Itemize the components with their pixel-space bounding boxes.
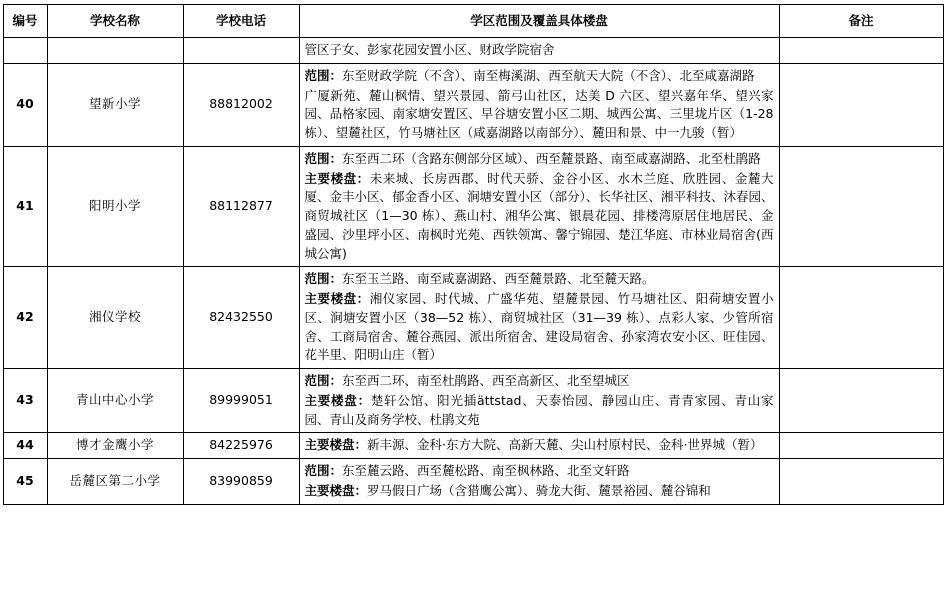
table-header-row: [3, 5, 943, 38]
zone-line-text: 楚轩公馆、阳光插ättstad、天泰怡园、静园山庄、青青家园、青山家园、青山及商务学校、杜鹃文苑: [304, 392, 774, 427]
cell-school-phone: [183, 38, 299, 64]
column-header-no: 编号: [3, 5, 47, 38]
zone-line: [305, 290, 774, 365]
cell-zone-scope: [299, 146, 779, 267]
zone-line-label: 主要楼盘：: [304, 392, 371, 408]
zone-line: [305, 372, 774, 391]
cell-zone-scope: [299, 267, 779, 369]
zone-line-text: 未来城、长房西郡、时代天骄、金谷小区、水木兰庭、欣胜园、金麓大厦、金丰小区、郁金香小区、涧塘安置小区（部分）、长华社区、湘平科技、沐春园、商贸城社区（1—30 栋）、燕山村、湘华公寓、银晨花园、排楼湾原居住地居民、金盛园、沙里坪小区、南枫时光苑、西铁领寓、馨宁锦园、楚江华庭、市林业局宿舍(西城公寓): [304, 170, 774, 261]
cell-note: [779, 459, 943, 505]
cell-zone-scope: [299, 369, 779, 433]
table-row: [3, 459, 943, 505]
cell-school-phone: 89999051: [183, 369, 299, 433]
zone-line: [305, 392, 774, 430]
cell-school-name: 望新小学: [47, 63, 183, 146]
zone-line-label: 范围：: [304, 463, 343, 478]
zone-line: [305, 150, 774, 169]
zone-line-text: 东至西二环、南至杜鹃路、西至高新区、北至望城区: [342, 373, 630, 388]
cell-no: 43: [3, 369, 47, 433]
zone-line-text: 广厦新苑、麓山枫情、望兴景园、箭弓山社区，达美 D 六区、望兴嘉年华、望兴家园、品格家园、南家塘安置区、早谷塘安置小区二期、城西公寓、三里垅片区（1-28 栋）、望麓社区，竹马塘社区（咸嘉湖路以南部分）、麓田和景、中一九骏（暂）: [304, 87, 774, 140]
cell-zone-scope: [299, 459, 779, 505]
zone-line-label: 范围：: [304, 150, 343, 166]
cell-zone-scope: [299, 38, 779, 64]
cell-school-name: [47, 38, 183, 64]
cell-note: [779, 369, 943, 433]
zone-line: [305, 436, 774, 455]
cell-note: [779, 38, 943, 64]
cell-school-phone: 82432550: [183, 267, 299, 369]
cell-school-name: 博才金鹰小学: [47, 433, 183, 459]
zone-line: [305, 170, 774, 264]
table-row: [3, 146, 943, 267]
zone-line-text: 新丰源、金科·东方大院、高新天麓、尖山村原村民、金科·世界城（暂）: [367, 437, 763, 453]
zone-line-text: 湘仪家园、时代城、广盛华苑、望麓景园、竹马塘社区、阳荷塘安置小区、涧塘安置小区（38—52 栋）、商贸城社区（31—39 栋）、点彩人家、少管所宿舍、工商局宿舍、麓谷燕园、派出所宿舍、建设局宿舍、孙家湾农安小区、旺佳园、花半里、阳明山庄（暂）: [304, 291, 774, 363]
zone-line: [305, 482, 774, 501]
cell-school-phone: 88112877: [183, 146, 299, 267]
zone-line-text: 罗马假日广场（含猎鹰公寓）、骑龙大街、麓景裕园、麓谷锦和: [367, 482, 711, 498]
column-header-school-name: 学校名称: [47, 5, 183, 38]
zone-line: [305, 67, 774, 86]
cell-zone-scope: [299, 63, 779, 146]
cell-no: [3, 38, 47, 64]
zone-line-text: 东至玉兰路、南至咸嘉湖路、西至麓景路、北至麓天路。: [342, 271, 655, 287]
cell-school-name: 阳明小学: [47, 146, 183, 267]
cell-no: 40: [3, 63, 47, 146]
cell-no: 42: [3, 267, 47, 369]
cell-school-name: 青山中心小学: [47, 369, 183, 433]
column-header-school-phone: 学校电话: [183, 5, 299, 38]
cell-note: [779, 267, 943, 369]
cell-school-phone: 84225976: [183, 433, 299, 459]
zone-line-label: 主要楼盘：: [304, 291, 370, 306]
zone-line-text: 东至麓云路、西至麓松路、南至枫林路、北至文轩路: [342, 463, 630, 478]
cell-no: 44: [3, 433, 47, 459]
zone-line-label: 范围：: [304, 373, 343, 388]
table-row: [3, 369, 943, 433]
table-body: [3, 38, 943, 505]
cell-school-name: 岳麓区第二小学: [47, 459, 183, 505]
school-zone-table: [3, 4, 944, 505]
zone-line-label: 范围：: [304, 67, 343, 83]
zone-line-label: 主要楼盘：: [304, 482, 368, 498]
cell-school-phone: 88812002: [183, 63, 299, 146]
cell-school-name: 湘仪学校: [47, 267, 183, 369]
cell-no: 41: [3, 146, 47, 267]
zone-line-label: 主要楼盘：: [304, 437, 368, 453]
cell-note: [779, 146, 943, 267]
table-header: [3, 5, 943, 38]
zone-line-label: 主要楼盘：: [304, 170, 370, 186]
cell-note: [779, 433, 943, 459]
zone-line-text: 东至财政学院（不含）、南至梅溪湖、西至航天大院（不含）、北至咸嘉湖路: [342, 67, 755, 83]
cell-no: 45: [3, 459, 47, 505]
zone-line: [305, 270, 774, 289]
cell-note: [779, 63, 943, 146]
zone-line: [305, 87, 774, 143]
table-row: [3, 267, 943, 369]
zone-line-label: 范围：: [304, 271, 343, 287]
table-row: [3, 433, 943, 459]
zone-line: [305, 462, 774, 481]
table-row: [3, 63, 943, 146]
table-row: [3, 38, 943, 64]
column-header-zone-scope: 学区范围及覆盖具体楼盘: [299, 5, 779, 38]
cell-zone-scope: [299, 433, 779, 459]
column-header-note: 备注: [779, 5, 943, 38]
cell-school-phone: 83990859: [183, 459, 299, 505]
zone-line-text: 管区子女、彭家花园安置小区、财政学院宿舍: [304, 42, 555, 57]
zone-line-text: 东至西二环（含路东侧部分区域）、西至麓景路、南至咸嘉湖路、北至杜鹃路: [342, 150, 761, 166]
zone-line: [305, 41, 774, 60]
